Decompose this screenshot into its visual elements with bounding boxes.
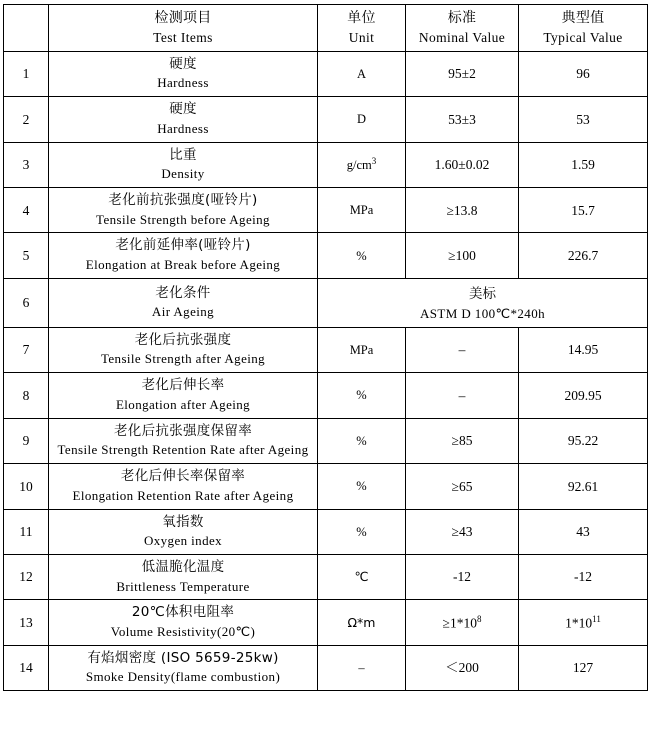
row-item bbox=[49, 51, 318, 96]
header-typical-cn: 典型值 bbox=[561, 10, 605, 26]
header-test-items-en: Test Items bbox=[153, 30, 213, 46]
row-index: 5 bbox=[4, 233, 49, 278]
row-typical: 95.22 bbox=[519, 418, 648, 463]
row-typical: 14.95 bbox=[519, 327, 648, 372]
table-row bbox=[4, 418, 648, 463]
row-item-cn: 硬度 bbox=[169, 55, 197, 72]
table-row bbox=[4, 327, 648, 372]
row-index: 2 bbox=[4, 97, 49, 142]
nominal-base: ≥1*10 bbox=[442, 615, 477, 631]
row-nominal bbox=[406, 600, 519, 645]
row-merged-value bbox=[318, 278, 648, 327]
row-item-cn: 低温脆化温度 bbox=[141, 558, 225, 575]
row-item-en: Tensile Strength before Ageing bbox=[96, 211, 270, 227]
table-row bbox=[4, 97, 648, 142]
typical-base: 1*10 bbox=[565, 615, 593, 631]
table-row bbox=[4, 51, 648, 96]
specification-table bbox=[3, 4, 648, 691]
row-typical: 92.61 bbox=[519, 464, 648, 509]
row-item-en: Density bbox=[161, 166, 205, 182]
row-index: 4 bbox=[4, 188, 49, 233]
row-item bbox=[49, 373, 318, 418]
table-row bbox=[4, 509, 648, 554]
row-item bbox=[49, 418, 318, 463]
row-typical: 127 bbox=[519, 645, 648, 690]
row-item bbox=[49, 278, 318, 327]
row-unit: MPa bbox=[318, 327, 406, 372]
row-index: 8 bbox=[4, 373, 49, 418]
row-item bbox=[49, 554, 318, 599]
row-nominal: 95±2 bbox=[406, 51, 519, 96]
row-item bbox=[49, 645, 318, 690]
row-item bbox=[49, 142, 318, 187]
table-row bbox=[4, 233, 648, 278]
row-index: 14 bbox=[4, 645, 49, 690]
row-nominal: ≥43 bbox=[406, 509, 519, 554]
row-unit: A bbox=[318, 51, 406, 96]
row-item bbox=[49, 464, 318, 509]
unit-superscript: 3 bbox=[371, 156, 377, 167]
header-index bbox=[4, 5, 49, 52]
header-nominal bbox=[406, 5, 519, 52]
row-item bbox=[49, 233, 318, 278]
row-nominal: -12 bbox=[406, 554, 519, 599]
row-typical: 43 bbox=[519, 509, 648, 554]
row-item-en: Air Ageing bbox=[151, 304, 215, 320]
row-typical bbox=[519, 600, 648, 645]
row-item-cn: 氧指数 bbox=[162, 513, 204, 530]
row-item-cn: 20℃体积电阻率 bbox=[131, 604, 235, 621]
row-typical: 1.59 bbox=[519, 142, 648, 187]
row-item-cn: 老化前延伸率(哑铃片) bbox=[115, 237, 251, 254]
table-row bbox=[4, 373, 648, 418]
row-item-cn: 老化后抗张强度保留率 bbox=[114, 422, 252, 439]
row-unit: – bbox=[318, 645, 406, 690]
row-typical: 226.7 bbox=[519, 233, 648, 278]
row-typical: 53 bbox=[519, 97, 648, 142]
row-item bbox=[49, 509, 318, 554]
row-index: 10 bbox=[4, 464, 49, 509]
row-item-en: Hardness bbox=[157, 120, 209, 136]
row-nominal: ＜200 bbox=[406, 645, 519, 690]
row-item-cn: 老化后伸长率保留率 bbox=[120, 468, 246, 485]
row-item-cn: 老化后伸长率 bbox=[141, 377, 225, 394]
row-item-en: Smoke Density(flame combustion) bbox=[85, 669, 281, 685]
row-item-en: Oxygen index bbox=[143, 533, 223, 549]
table-row bbox=[4, 464, 648, 509]
header-unit-en: Unit bbox=[348, 30, 375, 46]
row-typical: -12 bbox=[519, 554, 648, 599]
row-item-en: Elongation Retention Rate after Ageing bbox=[72, 487, 294, 503]
row-unit: Ω*m bbox=[318, 600, 406, 645]
row-typical: 96 bbox=[519, 51, 648, 96]
row-item-cn: 比重 bbox=[169, 146, 197, 163]
row-index: 6 bbox=[4, 278, 49, 327]
header-nominal-cn: 标准 bbox=[447, 10, 477, 26]
row-item-en: Elongation at Break before Ageing bbox=[85, 257, 281, 273]
row-item-cn: 老化后抗张强度 bbox=[134, 331, 232, 348]
row-item-en: Tensile Strength after Ageing bbox=[100, 351, 266, 367]
row-nominal: ≥85 bbox=[406, 418, 519, 463]
row-item-en: Elongation after Ageing bbox=[115, 396, 251, 412]
row-item bbox=[49, 188, 318, 233]
row-item-cn: 有焰烟密度 (ISO 5659-25kw) bbox=[87, 649, 279, 666]
row-nominal: – bbox=[406, 373, 519, 418]
row-nominal: 53±3 bbox=[406, 97, 519, 142]
row-nominal: – bbox=[406, 327, 519, 372]
row-unit: % bbox=[318, 464, 406, 509]
table-row bbox=[4, 600, 648, 645]
row-index: 1 bbox=[4, 51, 49, 96]
row-index: 3 bbox=[4, 142, 49, 187]
row-merged-cn: 美标 bbox=[469, 285, 496, 302]
table-row bbox=[4, 554, 648, 599]
nominal-superscript: 8 bbox=[476, 613, 482, 624]
row-unit bbox=[318, 142, 406, 187]
row-typical: 209.95 bbox=[519, 373, 648, 418]
row-item-cn: 硬度 bbox=[169, 101, 197, 118]
row-item-cn: 老化前抗张强度(哑铃片) bbox=[108, 192, 258, 209]
table-row-merged bbox=[4, 278, 648, 327]
row-unit: D bbox=[318, 97, 406, 142]
header-nominal-en: Nominal Value bbox=[418, 30, 506, 46]
row-typical: 15.7 bbox=[519, 188, 648, 233]
row-nominal: ≥13.8 bbox=[406, 188, 519, 233]
row-item bbox=[49, 600, 318, 645]
table-header-row bbox=[4, 5, 648, 52]
row-index: 13 bbox=[4, 600, 49, 645]
row-item-en: Tensile Strength Retention Rate after Ageing bbox=[57, 442, 309, 458]
row-nominal: 1.60±0.02 bbox=[406, 142, 519, 187]
header-typical-en: Typical Value bbox=[543, 30, 623, 46]
row-index: 11 bbox=[4, 509, 49, 554]
table-row bbox=[4, 645, 648, 690]
row-nominal: ≥65 bbox=[406, 464, 519, 509]
row-unit: ℃ bbox=[318, 554, 406, 599]
row-item bbox=[49, 97, 318, 142]
row-index: 12 bbox=[4, 554, 49, 599]
unit-base: g/cm bbox=[346, 158, 372, 173]
row-unit: % bbox=[318, 509, 406, 554]
row-item-en: Volume Resistivity(20℃) bbox=[110, 623, 256, 639]
header-test-items-cn: 检测项目 bbox=[154, 10, 212, 26]
typical-superscript: 11 bbox=[592, 613, 601, 624]
row-index: 9 bbox=[4, 418, 49, 463]
row-unit: % bbox=[318, 373, 406, 418]
row-item-en: Hardness bbox=[157, 75, 209, 91]
header-typical bbox=[519, 5, 648, 52]
row-item-en: Brittleness Temperature bbox=[116, 578, 250, 594]
header-test-items bbox=[49, 5, 318, 52]
row-item bbox=[49, 327, 318, 372]
header-unit bbox=[318, 5, 406, 52]
row-unit: % bbox=[318, 233, 406, 278]
row-index: 7 bbox=[4, 327, 49, 372]
row-unit: MPa bbox=[318, 188, 406, 233]
row-merged-en: ASTM D 100℃*240h bbox=[419, 306, 545, 322]
row-unit: % bbox=[318, 418, 406, 463]
header-unit-cn: 单位 bbox=[347, 10, 376, 26]
row-nominal: ≥100 bbox=[406, 233, 519, 278]
row-item-cn: 老化条件 bbox=[155, 284, 211, 301]
table-row bbox=[4, 188, 648, 233]
table-row bbox=[4, 142, 648, 187]
